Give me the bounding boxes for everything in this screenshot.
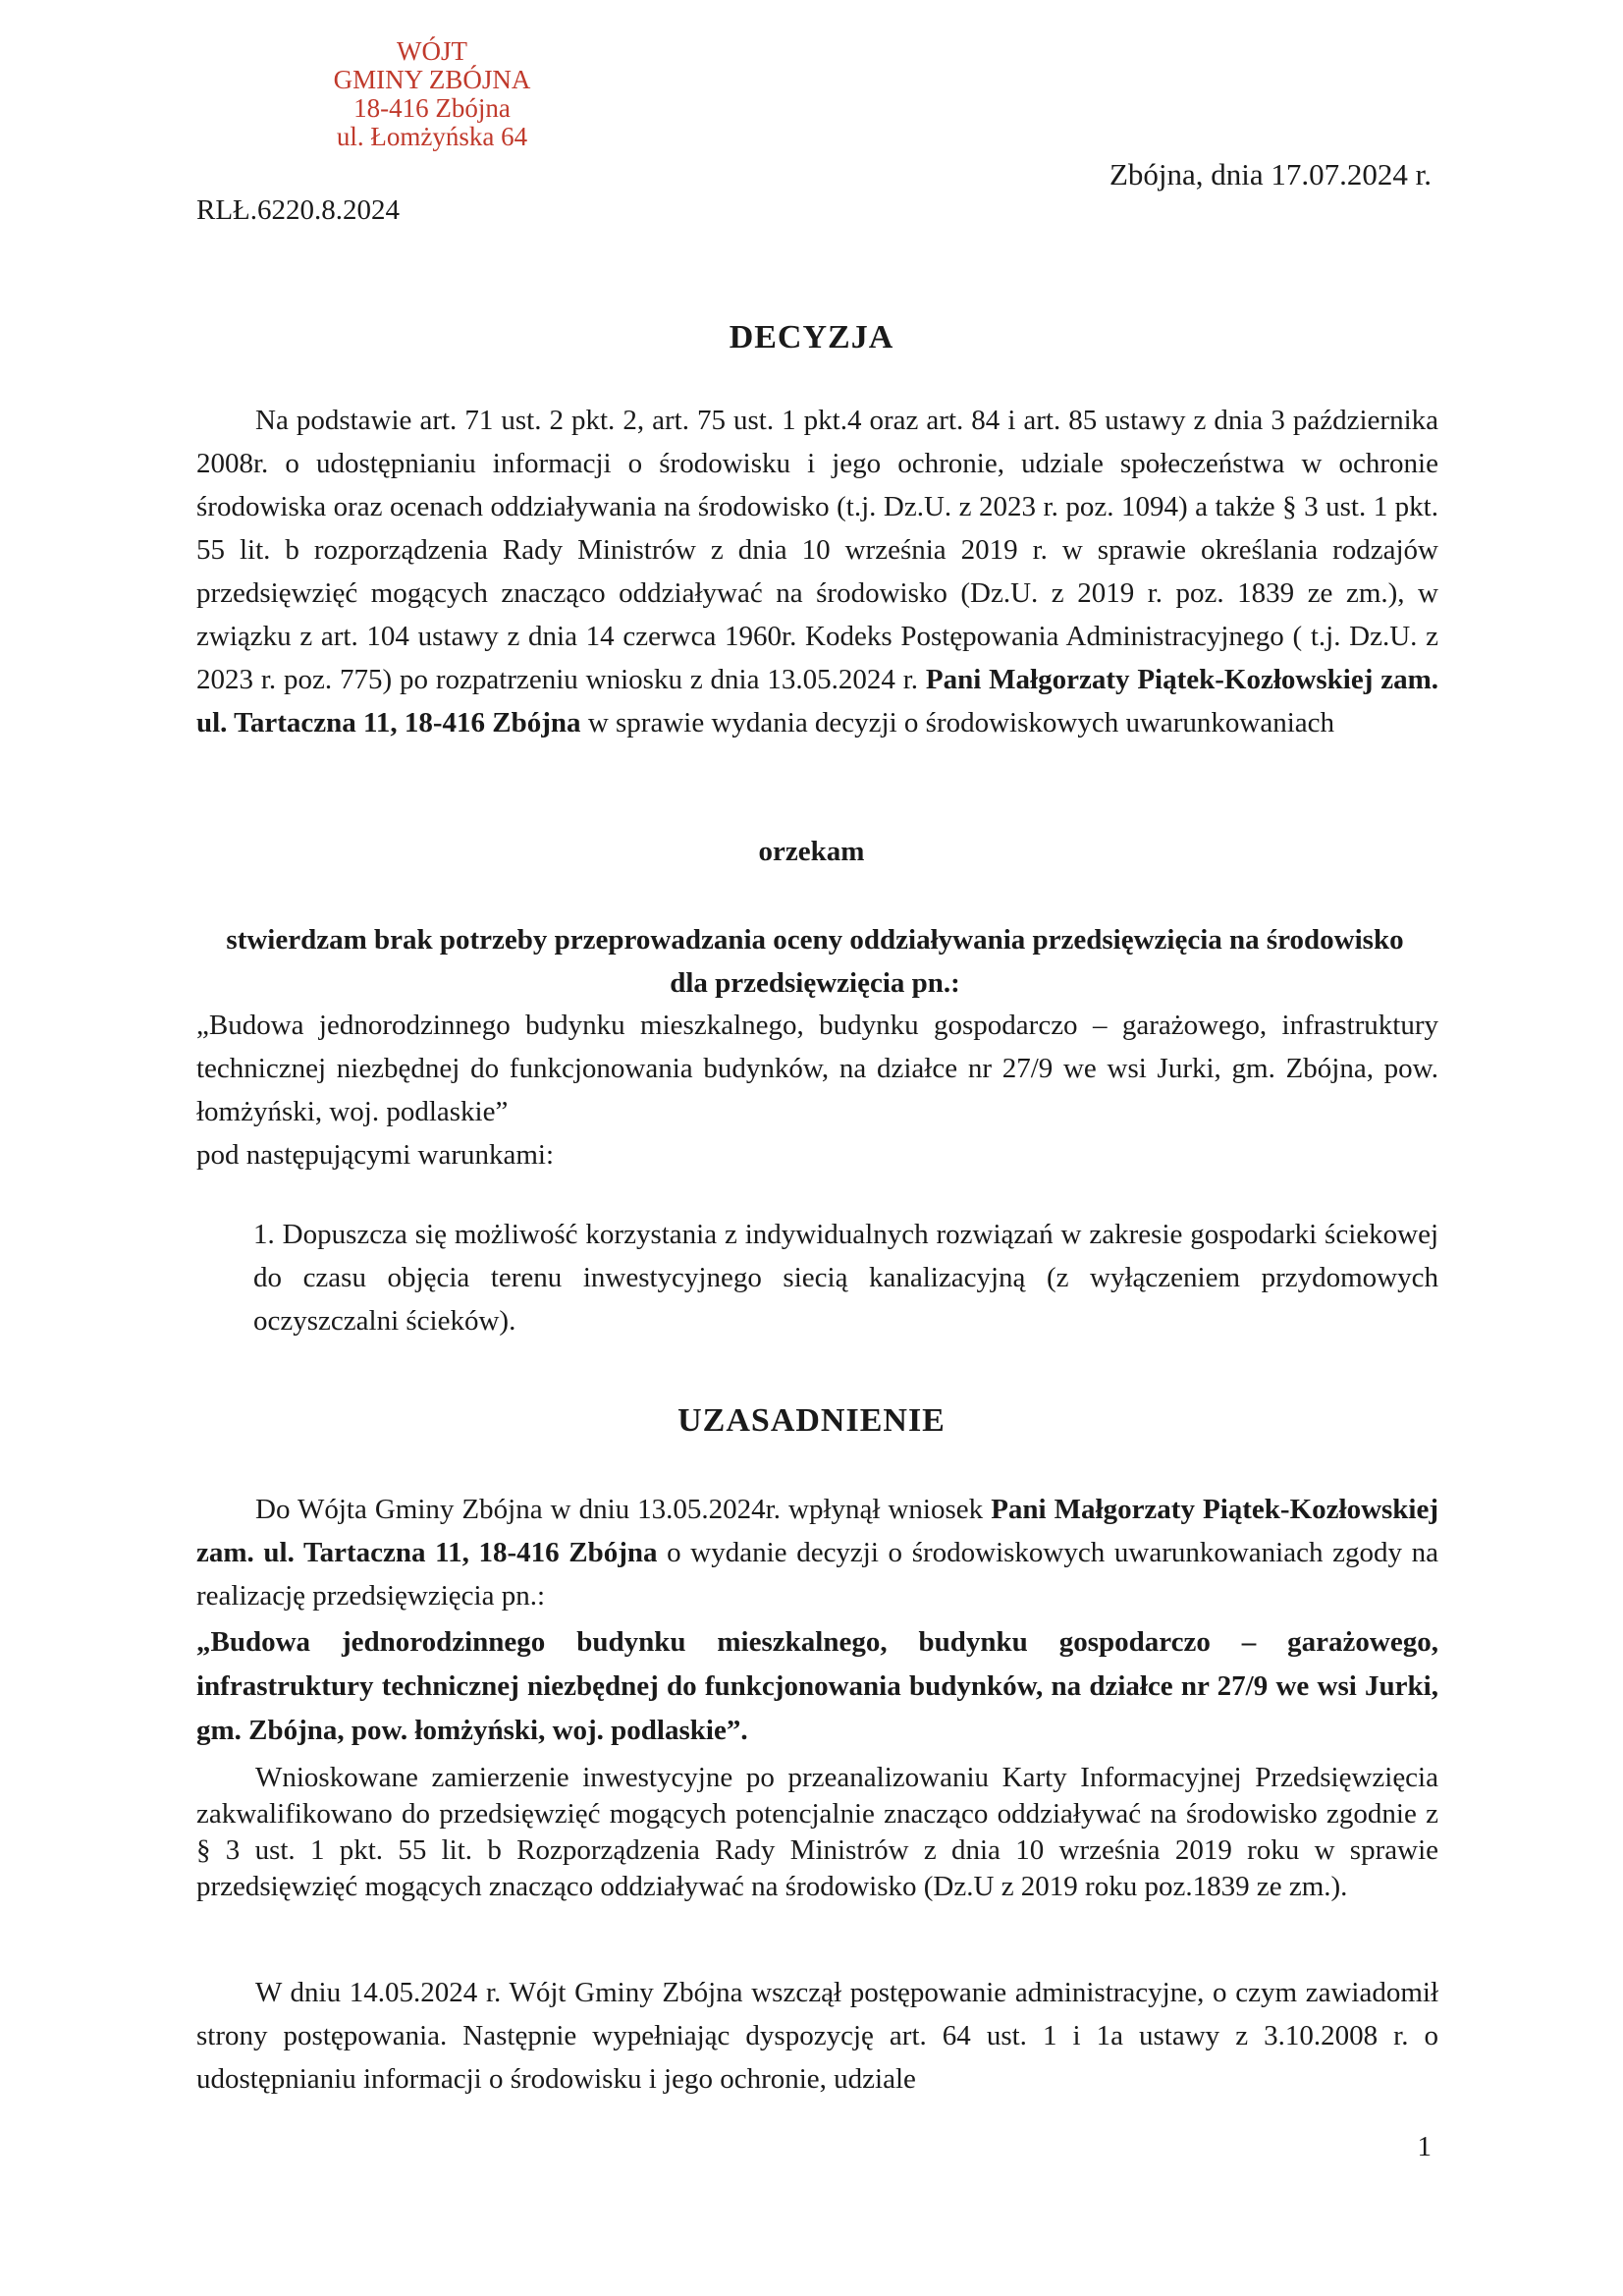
justification-paragraph-1 [196, 1488, 1438, 1617]
intro-suffix: w sprawie wydania decyzji o środowiskowych uwarunkowaniach [587, 707, 1335, 738]
condition-item: 1. Dopuszcza się możliwość korzystania z indywidualnych rozwiązań w zakresie gospodarki ściekowej do czasu objęcia terenu inwestycyjnego siecią kanalizacyjną (z wyłączeniem przydomowych oczyszczalni ścieków). [253, 1219, 1438, 1337]
justification-paragraph-3: W dniu 14.05.2024 r. Wójt Gminy Zbójna wszczął postępowanie administracyjne, o czym zawiadomił strony postępowania. Następnie wypełniając dyspozycję art. 64 ust. 1 i 1a ustawy z 3.10.2008 r. o udostępnianiu informacji o środowisku i jego ochronie, udziale [196, 1977, 1438, 2095]
stamp-line-postcode: 18-416 Zbójna [353, 93, 511, 123]
intro-legal-basis: Na podstawie art. 71 ust. 2 pkt. 2, art. 75 ust. 1 pkt.4 oraz art. 84 i art. 85 ustawy z dnia 3 października 2008r. o udostępnianiu informacji o środowisku i jego ochronie, udziale społeczeństwa w ochronie środowiska oraz ocenach oddziaływania na środowisko (t.j. Dz.U. z 2023 r. poz. 1094) a także § 3 ust. 1 pkt. 55 lit. b rozporządzenia Rady Ministrów z dnia 10 września 2019 r. w sprawie określania rodzajów przedsięwzięć mogących znacząco oddziaływać na środowisko (Dz.U. z 2019 r. poz. 1839 ze zm.), w związku z art. 104 ustawy z dnia 14 czerwca 1960r. Kodeks Postępowania Administracyjnego ( t.j. Dz.U. z 2023 r. poz. 775) po rozpatrzeniu wniosku z dnia 13.05.2024 r. [196, 405, 1438, 695]
stamp-line-office: GMINY ZBÓJNA [333, 65, 531, 94]
document-date: Zbójna, dnia 17.07.2024 r. [1109, 157, 1432, 191]
p1-applicant: Pani Małgorzaty Piątek-Kozłowskiej zam. ul. Tartaczna 11, 18-416 Zbójna [196, 1494, 1439, 1568]
decision-intro-paragraph [196, 399, 1438, 744]
decision-title: DECYZJA [729, 319, 894, 355]
conditions-intro: pod następującymi warunkami: [196, 1139, 555, 1171]
justification-title: UZASADNIENIE [677, 1402, 946, 1439]
justification-paragraph-2: Wnioskowane zamierzenie inwestycyjne po przeanalizowaniu Karty Informacyjnej Przedsięwzięcia zakwalifikowano do przedsięwzięć mogących potencjalnie znacząco oddziaływać na środowisko zgodnie z § 3 ust. 1 pkt. 55 lit. b Rozporządzenia Rady Ministrów z dnia 10 września 2019 roku w sprawie przedsięwzięć mogących znacząco oddziaływać na środowisko (Dz.U z 2019 roku poz.1839 ze zm.). [196, 1762, 1438, 1902]
decision-finding: stwierdzam brak potrzeby przeprowadzania oceny oddziaływania przedsięwzięcia na środowisko dla przedsięwzięcia pn.: [226, 924, 1404, 999]
reference-number: RLŁ.6220.8.2024 [196, 194, 401, 226]
office-stamp [295, 37, 569, 151]
intro-applicant: Pani Małgorzaty Piątek-Kozłowskiej zam. ul. Tartaczna 11, 18-416 Zbójna [196, 664, 1438, 738]
project-name: „Budowa jednorodzinnego budynku mieszkalnego, budynku gospodarczo – garażowego, infrastruktury technicznej niezbędnej do funkcjonowania budynków, na działce nr 27/9 we wsi Jurki, gm. Zbójna, pow. łomżyński, woj. podlaskie” [196, 1010, 1438, 1127]
orzekam-heading: orzekam [758, 836, 865, 867]
justification-project-name: „Budowa jednorodzinnego budynku mieszkalnego, budynku gospodarczo – garażowego, infrastruktury technicznej niezbędnej do funkcjonowania budynków, na działce nr 27/9 we wsi Jurki, gm. Zbójna, pow. łomżyński, woj. podlaskie”. [196, 1626, 1438, 1746]
p1-suffix: o wydanie decyzji o środowiskowych uwarunkowaniach zgody na realizację przedsięwzięcia pn.: [196, 1537, 1438, 1612]
page-number: 1 [1417, 2131, 1432, 2162]
p1-prefix: Do Wójta Gminy Zbójna w dniu 13.05.2024r. wpłynął wniosek [255, 1494, 984, 1525]
stamp-line-title: WÓJT [397, 36, 467, 66]
stamp-line-street: ul. Łomżyńska 64 [336, 122, 528, 151]
